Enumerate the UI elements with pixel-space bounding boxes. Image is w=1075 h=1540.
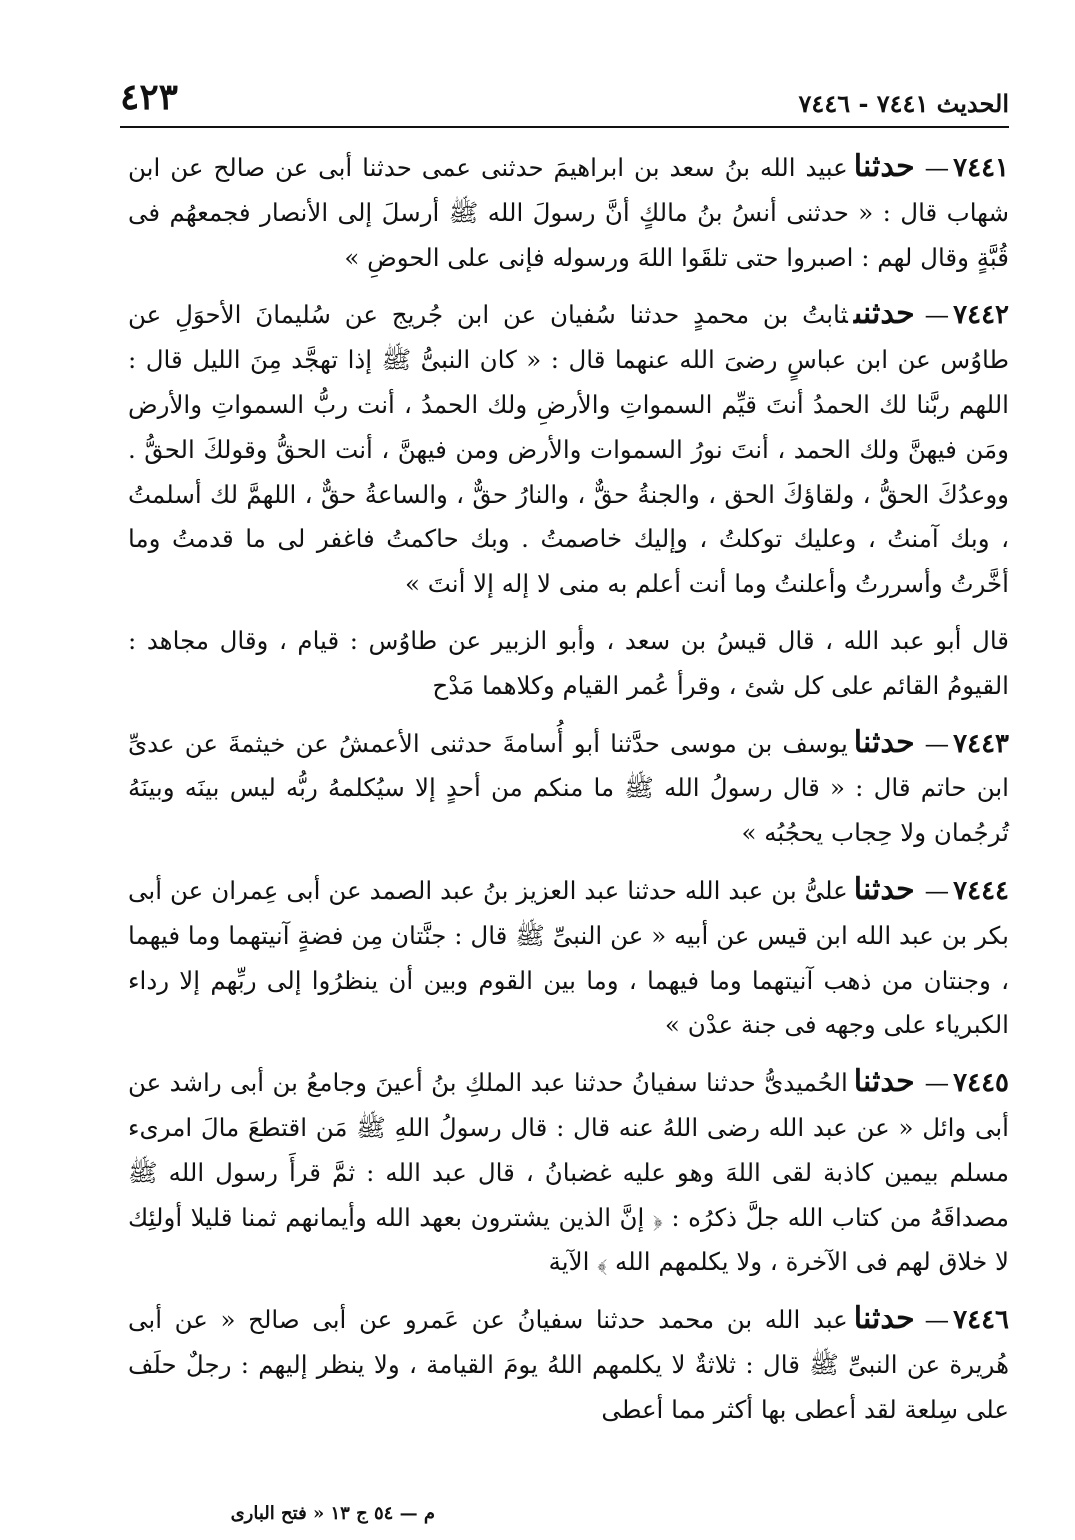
hadith-7443 xyxy=(128,721,1009,856)
page-number: ٤٢٣ xyxy=(120,76,179,118)
running-head: الحديث ٧٤٤١ - ٧٤٤٦ xyxy=(798,89,1009,118)
hadith-text: يوسف بن موسى حدَّثنا أبو أُسامةَ حدثنى الأعمشُ عن خيثمةَ عن عدىِّ ابن حاتم قال : « قال رسولُ الله ﷺ ما منكم من أحدٍ إلا سيُكلمهُ ربُّه ليس بينَه وبينَهُ تُرجُمان ولا حِجاب يحجُبُه » xyxy=(128,728,1009,848)
hadith-7444 xyxy=(128,868,1009,1048)
hadith-number: ٧٤٤٤ xyxy=(953,875,1009,906)
hadith-keyword: حدثنى xyxy=(853,296,915,332)
hadith-keyword: حدثنا xyxy=(853,1064,915,1100)
hadith-keyword: حدثنا xyxy=(853,1301,915,1337)
hadith-number: ٧٤٤١ xyxy=(953,153,1009,183)
hadith-text: الحُميدىُّ حدثنا سفيانُ حدثنا عبد الملكِ بنُ أعينَ وجامعُ بن أبى راشد عن أبى وائل « عن عبد الله رضى اللهُ عنه قال : قال رسولُ اللهِ ﷺ مَن اقتطعَ مالَ امرىء مسلم بيمين كاذبة لقى اللهَ وهو عليه غضبانُ ، قال عبد الله : ثمَّ قرأَ رسول الله ﷺ مصداقَهُ من كتاب الله جلَّ ذكرُه : ﴿ إنَّ الذين يشترون بعهد الله وأيمانهم ثمنا قليلا أولئِك لا خلاق لهم فى الآخرة ، ولا يكلمهم الله ﴾ الآية xyxy=(128,1068,1009,1277)
hadith-keyword: حدثنا xyxy=(853,871,915,907)
hadith-dash: — xyxy=(924,300,950,330)
hadith-dash: — xyxy=(924,875,950,905)
hadith-7445 xyxy=(128,1060,1009,1285)
hadith-text: عبد الله بن محمد حدثنا سفيانُ عن عَمرو عن أبى صالح « عن أبى هُريرة عن النبىِّ ﷺ قال : ثلاثةٌ لا يكلمهم اللهُ يومَ القيامة ، ولا ينظر إليهم : رجلٌ حلَف على سِلعة لقد أعطى بها أكثر مما أعطى xyxy=(128,1305,1009,1424)
hadith-number: ٧٤٤٥ xyxy=(953,1068,1009,1099)
hadith-dash: — xyxy=(924,728,950,758)
hadith-number: ٧٤٤٣ xyxy=(953,728,1009,759)
hadith-text: ثابتُ بن محمدٍ حدثنا سُفيان عن ابن جُريج عن سُليمانَ الأحوَلِ عن طاوُس عن ابن عباسٍ رضىَ الله عنهما قال : « كان النبىُّ ﷺ إذا تهجَّد مِنَ الليل قال : اللهم ربَّنا لك الحمدُ أنتَ قيِّم السمواتِ والأرضِ ولك الحمدُ ، أنت ربُّ السمواتِ والأرض ومَن فيهنَّ ولك الحمد ، أنتَ نورُ السموات والأرض ومن فيهنَّ ، أنت الحقُّ وقولكَ الحقُّ . ووعدُكَ الحقُّ ، ولقاؤكَ الحق ، والجنةُ حقٌّ ، والنارُ حقٌّ ، والساعةُ حقٌّ ، اللهمَّ لك أسلمتُ ، وبك آمنتُ ، وعليك توكلتُ ، وإليك خاصمتُ . وبك حاكمتُ فاغفر لى ما قدمتُ وما أخَّرتُ وأسررتُ وأعلنتُ وما أنت أعلم به منى لا إله إلا أنتَ » xyxy=(128,300,1009,599)
hadith-number: ٧٤٤٢ xyxy=(953,300,1009,331)
hadith-7442 xyxy=(128,292,1009,607)
hadith-keyword: حدثنا xyxy=(853,724,915,760)
page-header xyxy=(120,78,1009,128)
hadith-7441 xyxy=(128,145,1009,280)
page-body xyxy=(128,145,1009,1445)
hadith-text: عبيد الله بنُ سعد بن ابراهيمَ حدثنى عمى حدثنا أبى عن صالح عن ابن شهاب قال : « حدثنى أنسُ بنُ مالكٍ أنَّ رسولَ الله ﷺ أرسلَ إلى الأنصار فجمعهُم فى قُبَّةٍ وقال لهم : اصبروا حتى تلقَوا اللهَ ورسوله فإنى على الحوضِ » xyxy=(128,153,1009,272)
hadith-dash: — xyxy=(924,153,950,182)
hadith-text: علىُّ بن عبد الله حدثنا عبد العزيز بنُ عبد الصمد عن أبى عِمران عن أبى بكر بن عبد الله ابن قيس عن أبيه « عن النبىِّ ﷺ قال : جنَّتان مِن فضةٍ آنيتهما وما فيهما ، وجنتان من ذهب آنيتهما وما فيهما ، وما بين القوم وبين أن ينظرُوا إلى ربِّهم إلا رداء الكبرياء على وجهه فى جنة عدْن » xyxy=(128,875,1009,1040)
hadith-keyword: حدثنا xyxy=(853,149,915,184)
signature-mark: م — ٥٤ ج ١٣ « فتح البارى xyxy=(230,1503,435,1524)
hadith-dash: — xyxy=(924,1305,950,1335)
hadith-number: ٧٤٤٦ xyxy=(953,1305,1009,1336)
hadith-7446 xyxy=(128,1297,1009,1432)
commentary-text: قال أبو عبد الله ، قال قيسُ بن سعد ، وأبو الزبير عن طاوُس : قيام ، وقال مجاهد : القيومُ القائم على كل شئ ، وقرأ عُمر القيام وكلاهما مَدْح xyxy=(128,625,1009,700)
hadith-dash: — xyxy=(924,1068,950,1098)
commentary-paragraph xyxy=(128,619,1009,709)
